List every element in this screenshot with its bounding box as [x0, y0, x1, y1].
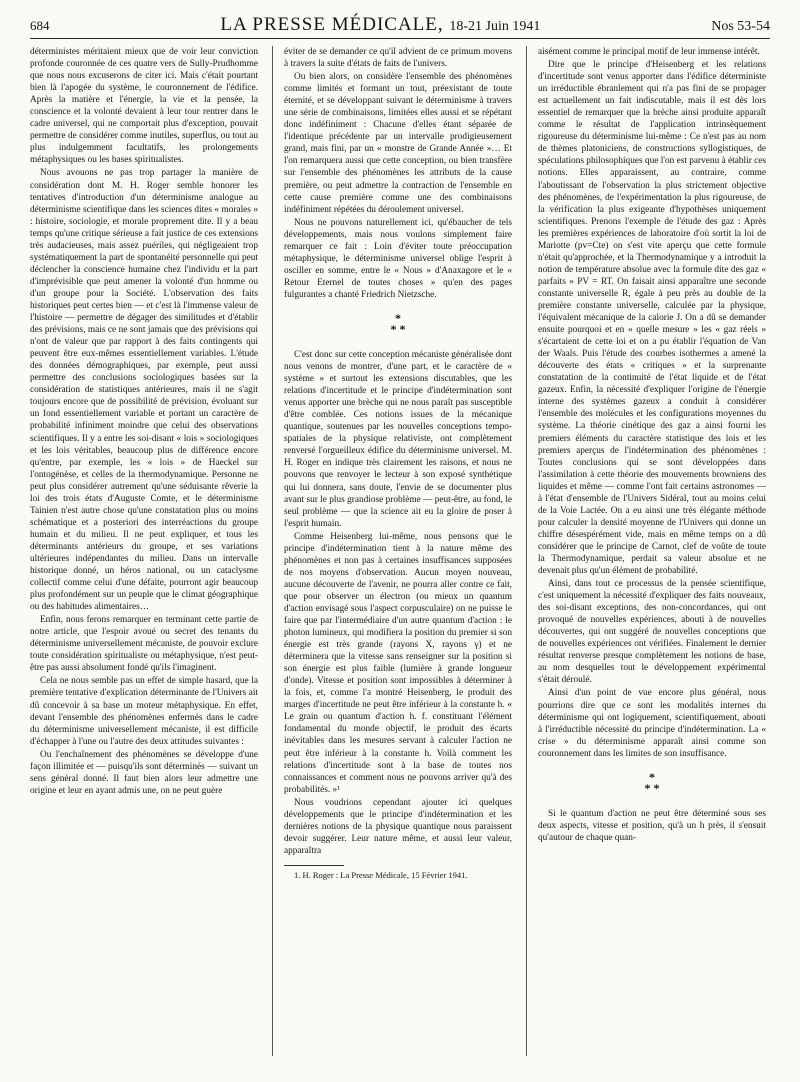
paragraph: aisément comme le principal motif de leur immense intérêt.: [538, 47, 760, 57]
header-rule: [30, 38, 770, 39]
page-number: 684: [30, 18, 50, 33]
journal-title: [220, 14, 540, 36]
column-divider: [526, 46, 527, 1056]
paragraph: Enfin, nous ferons remarquer en terminant cette partie de notre article, que l'espoir avoué ou secret des tenants du déterminisme universellement mécaniste, de pouvoir exclure toute considération spiritualiste ou métaphysique, n'est peut-être pas aussi absolument fondé qu'ils l'imaginent.: [30, 615, 258, 674]
paragraph: Si le quantum d'action ne peut être déterminé sous ses deux aspects, vitesse et position, qu'à un h près, il s'ensuit qu'autour de chaque quan-: [538, 808, 766, 843]
column-divider: [272, 46, 273, 1056]
section-separator-stars: * * *: [644, 769, 660, 795]
paragraph: Comme Heisenberg lui-même, nous pensons que le principe d'indétermination tient à la nature même des phénomènes et non pas à certaines insuffisances supposées de nos moyens d'observation. Aucun moyen nouveau, aucune découverte de l'avenir, ne pourra aller contre ce fait, que pour observer un électron (ou mieux un quantum d'action envisagé sous l'aspect corpusculaire) on ne puisse le faire que par l'intermédiaire d'un autre quantum d'action : le photon lumineux, qui modifiera la position du premier si son énergie est très grande (rayons X, rayons γ) et ne déterminera que la vitesse sans renseigner sur la position si son énergie est plus faible (lumière à grande longueur d'onde). Vitesse et position sont impossibles à déterminer à la fois, et, comme l'a montré Heisenberg, le produit des marges d'incertitude ne peut être inférieur à la constante h. « Le grain ou quantum d'action h. f. constituant l'élément fondamental du monde objectif, le produit des écarts inévitables dans les mesures servant à calculer l'action ne peut être inférieur à la constante h. Voilà comment les relations d'incertitude sont à la base de toutes nos connaissances et comment nous ne pouvons arriver qu'à des probabilités. »¹: [284, 531, 512, 795]
paragraph: Ainsi, dans tout ce processus de la pensée scientifique, c'est uniquement la nécessité d'expliquer des faits nouveaux, des soi-disant exceptions, des non-concordances, qui ont provoqué de nouvelles expériences, abouti à de nouvelles découvertes, qui ont suggéré de nouvelles conceptions que de nouvelles expériences ont vérifiées. Finalement le dernier résultat renverse presque complètement les notions de base, au nom desquelles tout le développement expérimental s'était déroulé.: [538, 579, 766, 686]
paragraph: Nous ne pouvons naturellement ici, qu'ébaucher de tels développements, mais nous voulons simplement faire remarquer ce fait : Loin d'éviter toute préoccupation métaphysique, le déterminisme universel oblige l'esprit à osciller en somme, entre le « Nous » d'Anaxagore et le « Retour Eternel de toutes choses » qu'en des pages fulgurantes a chanté Friedrich Nietzsche.: [284, 217, 512, 300]
paragraph: Nous avouons ne pas trop partager la manière de considération dont M. H. Roger semble honorer les tentatives d'introduction d'un déterminisme analogue au déterminisme scientifique dans les sciences dites « morales » : histoire, sociologie, et morale proprement dite. Il y a beau temps qu'une critique sérieuse a fait justice de ces extensions très audacieuses, mais assez puériles, qui négligeaient trop systématiquement la part de spontanéité personnelle qui peut déclencher la conscience humaine chez l'individu et la part d'imprévisible que peut amener la volonté d'un homme ou d'un groupe pour la Société. L'observation des faits historiques peut certes bien — et c'est là l'immense valeur de l'histoire — permettre de dégager des similitudes et d'établir des prévisions, mais ce ne sont jamais que des prévisions qui n'ont de valeur que par rapport à des faits contingents qui peuvent être eux-mêmes essentiellement variables. L'étude des données démographiques, par exemple, peut aussi permettre des conclusions sociologiques basées sur la considération de statistiques antérieures, mais il ne s'agit toujours encore que de possibilité de prévision, évoluant sur un fond essentiellement variable et portant un caractère de probabilité infiniment moindre que celui des observations scientifiques. Il y a entre les soi-disant « lois » sociologiques et les lois véritables, beaucoup plus de différence encore qu'entre, par exemple, les « lois » de Haeckel sur l'ontogénèse, et celles de la thermodynamique. Personne ne peut plus considérer autrement qu'une séduisante rêverie la loi des trois états d'Auguste Comte, et le déterminisme Tainien n'est autre chose qu'une constatation plus ou moins schématique et a posteriori des interréactions du groupe humain et du milieu. Il ne peut expliquer, et tous les déterminants antérieurs du groupe, et ses variations ultérieures indépendantes du milieu. Dans un intervalle historique donné, un héros national, ou un cataclysme collectif comme celui d'une défaite, pourront agir beaucoup plus profondément sur un peuple que le climat géographique ou des habitudes alimentaires…: [30, 168, 258, 613]
paragraph: Cela ne nous semble pas un effet de simple hasard, que la première tentative d'explication déterminante de l'Univers ait dû concevoir à sa base un moteur métaphysique. En effet, devant l'ensemble des phénomènes enfermés dans le cadre du déterminisme universellement mécaniste, il est difficile d'échapper à l'une ou l'autre des deux attitudes suivantes :: [30, 676, 258, 747]
section-separator-stars: * * *: [390, 310, 406, 336]
paragraph: Ou bien alors, on considère l'ensemble des phénomènes comme limités et formant un tout, préexistant de toute éternité, et se développant suivant le déterminisme à travers une série de combinaisons, limitées elles aussi et se répétant donc indéfiniment : Chacune d'elles étant séparée de l'identique précédente par un intervalle prodigieusement grand, mais fini, par un « monstre de Grande Année »… Et l'on remarquera aussi que cette conception, ou bien transfère sur l'ensemble des phénomènes les attributs de la cause première, ou peut admettre la contraction de l'ensemble en cette cause première comme une des combinaisons indéfiniment répétées du déroulement universel.: [284, 72, 512, 215]
paragraph: Ou l'enchaînement des phénomènes se développe d'une façon illimitée et — puisqu'ils sont déterminés — suivant un sens général donné. Il faut bien alors leur admettre une origine et leur en ayant admis une, on ne peut guère: [30, 749, 258, 796]
paragraph: C'est donc sur cette conception mécaniste généralisée dont nous venons de montrer, d'une part, et le caractère de « système » et surtout les extensions discutables, que les relations d'incertitude et le principe d'indétermination sont venus apporter une brèche qui ne nous paraît pas susceptible d'être comblée. Ces notions issues de la mécanique quantique, soutenues par les nouvelles conceptions tempo-spatiales de la physique relativiste, ont complètement renversé l'orgueilleux édifice du déterminisme universel. M. H. Roger en indique très clairement les raisons, et nous ne pouvons que renvoyer le lecteur à son exposé synthétique qui lui donnera, sans doute, l'envie de se documenter plus avant sur le plus grandiose problème — peut-être, au fond, le seul problème — que la science ait eu la gloire de poser à l'esprit humain.: [284, 349, 512, 529]
issue-number: Nos 53-54: [711, 19, 770, 34]
paragraph: Nous voudrions cependant ajouter ici quelques développements que le principe d'indétermination et les dernières notions de la physique quantique nous paraissent devoir suggérer. Leur nature même, et aussi leur valeur, apparaîtra: [284, 797, 512, 856]
footnote-rule: [284, 865, 344, 866]
issue-date: 18-21 Juin 1941: [449, 19, 541, 34]
page-header: [30, 14, 770, 36]
paragraph: éviter de se demander ce qu'il advient de ce primum movens à travers la suite d'états de faits de l'univers.: [284, 47, 512, 70]
column-2: [284, 46, 512, 1062]
journal-name: LA PRESSE MÉDICALE,: [220, 14, 444, 35]
paragraph: Ainsi d'un point de vue encore plus général, nous pourrions dire que ce sont les modalités internes du déterminisme qui ont logiquement, scientifiquement, abouti à l'irréductible nécessité du principe d'indétermination. La « crise » du déterminisme apparaît ainsi comme son couronnement dans les limites de son insuffisance.: [538, 688, 766, 759]
footnote: 1. H. Roger : La Presse Médicale, 15 Février 1941.: [294, 869, 468, 880]
paragraph: déterministes méritaient mieux que de voir leur conviction profonde couronnée de ces quatre vers de Sully-Prudhomme que nous nous excuserons de citer ici. Mais c'était pourtant bien là l'apogée du système, le couronnement de l'édifice. Après la matière et l'énergie, la vie et la pensée, la conscience et la volonté devaient à leur tour rentrer dans le cadre universel, qui ne comportait plus d'exception, pouvait permettre de considérer comme inutiles, superflus, ou tout au plus indulgemment facultatifs, les prolongements métaphysiques ou les bases spiritualistes.: [30, 47, 258, 166]
column-1: [30, 46, 258, 1062]
paragraph: Dire que le principe d'Heisenberg et les relations d'incertitude sont venus apporter dans l'édifice déterministe un irréductible ébranlement qui n'a pas fini de se propager est actuellement un fait indiscutable, mais il est dès lors essentiel de remarquer que la brèche ainsi produite apparaît comme le résultat de l'application intrinsèquement rigoureuse du déterminisme lui-même : Ce n'est pas au nom de thèmes platoniciens, de constructions syllogistiques, de spéculations philosophiques que l'on est parvenu à établir ces notions. Elles apparaissent, au contraire, comme l'aboutissant de l'observation la plus strictement objective des phénomènes, de l'expérimentation la plus rigoureuse, de la vérification la plus exigeante d'hypothèses uniquement scientifiques. Prenons l'exemple de l'étude des gaz : Après les premières expériences de laboratoire d'où sortit la loi de Mariotte (pv=Cte) on s'est vite aperçu que cette formule n'était qu'approchée, et la Thermodynamique y a introduit la notion de température absolue avec la formule dite des gaz « parfaits » PV = RT. On faisait ainsi apparaître une seconde constante universelle R, égale à peu près au double de la première constante universelle, calculée par la physique, l'équivalent mécanique de la calorie J. On a dû se demander ensuite pourquoi et en « quelle mesure » les « gaz réels » s'écartaient de cette loi et on a pu établir l'équation de Van der Waals. Puis l'étude des courbes isothermes a amené la découverte des états « critiques » et la surprenante constatation de la continuité de l'état liquide et de l'état gazeux. Enfin, la nécessité d'expliquer l'origine de l'énergie interne des systèmes gazeux a conduit à considérer l'ensemble des molécules et les configurations moyennes du système. La théorie cinétique des gaz a ainsi fourni les premiers éléments du caractère statistique des lois et les premiers aperçus de l'indétermination des phénomènes : Toutes conclusions qui se sont développées dans l'assimilation à cette théorie des mouvements browniens des liquides et même — comme l'ont fait certains astronomes — à l'état d'ensemble de l'Univers Sidéral, tout au moins celui de la Voie Lactée. On a eu ainsi une très élégante méthode pour calculer la densité moyenne de l'Univers qui donne un chiffre désespérément vide, mais en même temps on a dû considérer que le principe de Carnot, clef de voûte de toute la Thermodynamique, perdait sa valeur absolue et ne devenait plus qu'un élément de probabilité.: [538, 60, 766, 577]
column-3: [538, 46, 766, 1062]
